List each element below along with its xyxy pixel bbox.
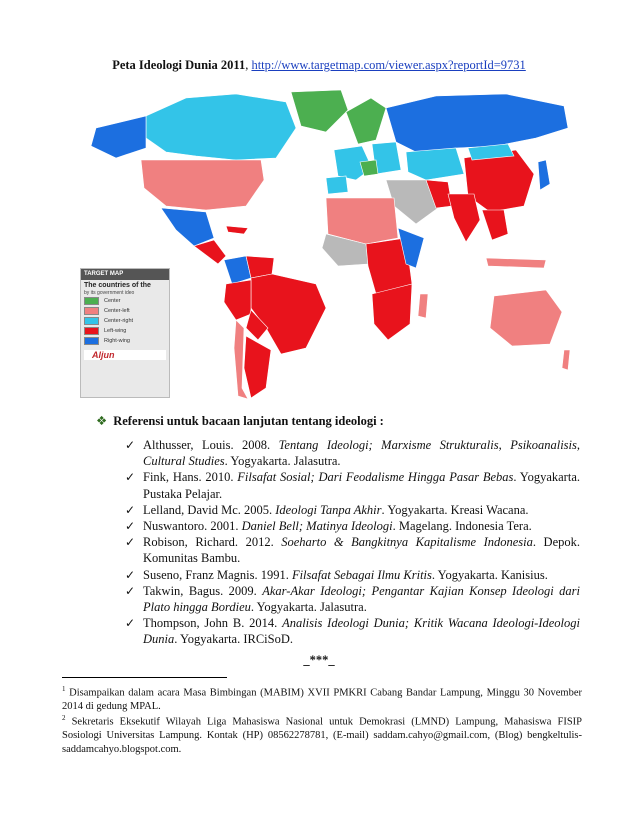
legend-swatch bbox=[84, 297, 99, 305]
reference-author-year: Nuswantoro. 2001. bbox=[143, 519, 242, 534]
legend-item bbox=[81, 306, 169, 316]
footnote-number: 1 bbox=[62, 685, 66, 693]
checkmark-icon: ✓ bbox=[125, 567, 136, 582]
scandinavia-shape bbox=[346, 98, 386, 144]
checkmark-icon: ✓ bbox=[125, 519, 136, 534]
reference-publisher: . Magelang. Indonesia Tera. bbox=[392, 519, 532, 534]
map-caption bbox=[0, 58, 638, 73]
legend-subtitle: by its government ideo bbox=[84, 290, 135, 296]
reference-author-year: Robison, Richard. 2012. bbox=[143, 535, 282, 550]
legend-label: Center-right bbox=[104, 318, 134, 324]
central-asia-shape bbox=[406, 148, 464, 180]
caribbean-shape bbox=[226, 226, 248, 234]
brazil-shape bbox=[251, 274, 326, 354]
references-heading bbox=[96, 413, 384, 429]
footnote-1 bbox=[62, 683, 582, 714]
peru-shape bbox=[224, 280, 251, 320]
checkmark-icon: ✓ bbox=[125, 583, 136, 598]
reference-title: Daniel Bell; Matinya Ideologi bbox=[241, 519, 393, 534]
reference-title: Tentang Ideologi; Marxisme Strukturalis, Psikoanalisis, Cultural Studies bbox=[143, 438, 580, 469]
reference-publisher: . Yogyakarta. Kreasi Wacana. bbox=[381, 502, 529, 517]
legend-swatch bbox=[84, 307, 99, 315]
legend-label: Center-left bbox=[104, 308, 130, 314]
footnote-text: Sekretaris Eksekutif Wilayah Liga Mahasiswa Nasional untuk Demokrasi (LMND) Lampung, Mahasiswa FISIP Sosiologi Universitas Lampung. Kontak (HP) 08562278781, (E-mail) saddam.cahyo@gmail.com, (Blog) bengkeltulis-saddamcahyo.blogspot.com. bbox=[62, 716, 582, 755]
legend-label: Right-wing bbox=[104, 338, 130, 344]
footnote-2 bbox=[62, 712, 582, 756]
reference-publisher: . Yogyakarta. IRCiSoD. bbox=[174, 632, 294, 647]
reference-author-year: Suseno, Franz Magnis. 1991. bbox=[143, 567, 292, 582]
legend-item bbox=[81, 296, 169, 306]
footnote-number: 2 bbox=[62, 714, 66, 722]
reference-author-year: Fink, Hans. 2010. bbox=[143, 470, 238, 485]
reference-author-year: Takwin, Bagus. 2009. bbox=[143, 583, 263, 598]
legend-header: TARGET MAP bbox=[81, 269, 169, 280]
reference-item bbox=[125, 518, 580, 534]
argentina-shape bbox=[244, 336, 271, 398]
reference-item bbox=[125, 437, 580, 469]
caption-separator: , bbox=[245, 58, 252, 72]
checkmark-icon: ✓ bbox=[125, 616, 136, 631]
reference-item bbox=[125, 469, 580, 501]
canada-shape bbox=[146, 94, 296, 160]
checkmark-icon: ✓ bbox=[125, 470, 136, 485]
references-heading-text: Referensi untuk bacaan lanjutan tentang ideologi : bbox=[113, 414, 384, 428]
legend-item bbox=[81, 316, 169, 326]
reference-title: Akar-Akar Ideologi; Pengantar Kajian Konsep Ideologi dari Plato hingga Bordieu bbox=[143, 583, 580, 615]
greenland-shape bbox=[291, 90, 348, 132]
reference-title: Filsafat Sebagai Ilmu Kritis bbox=[291, 567, 432, 582]
legend-item bbox=[81, 326, 169, 336]
legend-label: Left-wing bbox=[104, 328, 127, 334]
reference-list bbox=[125, 437, 580, 648]
checkmark-icon: ✓ bbox=[125, 535, 136, 550]
india-shape bbox=[448, 194, 480, 242]
checkmark-icon: ✓ bbox=[125, 502, 136, 517]
reference-title: Ideologi Tanpa Akhir bbox=[275, 502, 382, 517]
reference-author-year: Thompson, John B. 2014. bbox=[143, 616, 283, 631]
reference-publisher: . Yogyakarta. Pustaka Pelajar. bbox=[143, 470, 580, 501]
reference-item bbox=[125, 583, 580, 615]
mexico-shape bbox=[161, 208, 214, 246]
legend-swatch bbox=[84, 327, 99, 335]
reference-item bbox=[125, 615, 580, 647]
checkmark-icon: ✓ bbox=[125, 438, 136, 452]
alaska-shape bbox=[91, 116, 146, 158]
aljun-logo: Aljun bbox=[84, 350, 166, 360]
new-zealand-shape bbox=[562, 350, 570, 370]
legend-label: Center bbox=[104, 298, 121, 304]
russia-shape bbox=[386, 94, 568, 152]
footnote-separator bbox=[62, 677, 227, 678]
australia-shape bbox=[490, 290, 562, 346]
reference-title: Analisis Ideologi Dunia; Kritik Wacana Ideologi-Ideologi Dunia bbox=[143, 616, 580, 647]
end-mark: _***_ bbox=[303, 653, 335, 667]
reference-title: Soeharto & Bangkitnya Kapitalisme Indonesia bbox=[281, 535, 533, 550]
legend-swatch bbox=[84, 317, 99, 325]
footnote-text: Disampaikan dalam acara Masa Bimbingan (MABIM) XVII PMKRI Cabang Bandar Lampung, Minggu 30 November 2014 di gedung MPAL. bbox=[62, 687, 582, 712]
reference-author-year: Lelland, David Mc. 2005. bbox=[143, 502, 276, 517]
reference-author-year: Althusser, Louis. 2008. bbox=[143, 438, 279, 452]
southern-africa-shape bbox=[372, 284, 412, 340]
southeast-asia-shape bbox=[482, 210, 508, 240]
world-ideology-map bbox=[76, 88, 570, 400]
reference-item bbox=[125, 567, 580, 583]
iberia-shape bbox=[326, 176, 348, 194]
indonesia-shape bbox=[486, 258, 546, 268]
map-legend bbox=[80, 268, 170, 398]
japan-shape bbox=[538, 160, 550, 190]
map-caption-title: Peta Ideologi Dunia 2011 bbox=[112, 58, 246, 72]
usa-shape bbox=[141, 160, 264, 210]
reference-publisher: . Depok. Komunitas Bambu. bbox=[143, 535, 581, 566]
map-source-link[interactable]: http://www.targetmap.com/viewer.aspx?reportId=9731 bbox=[251, 58, 526, 72]
reference-publisher: . Yogyakarta. Jalasutra. bbox=[224, 454, 341, 469]
reference-publisher: . Yogyakarta. Kanisius. bbox=[431, 567, 548, 582]
legend-title: The countries of the bbox=[84, 282, 151, 289]
reference-item bbox=[125, 502, 580, 518]
reference-item bbox=[125, 534, 580, 566]
reference-title: Filsafat Sosial; Dari Feodalisme Hingga Pasar Bebas bbox=[237, 470, 514, 485]
legend-swatch bbox=[84, 337, 99, 345]
legend-item bbox=[81, 336, 169, 346]
reference-publisher: . Yogyakarta. Jalasutra. bbox=[250, 600, 367, 615]
madagascar-shape bbox=[418, 294, 428, 318]
diamond-bullet-icon: ❖ bbox=[96, 413, 108, 428]
